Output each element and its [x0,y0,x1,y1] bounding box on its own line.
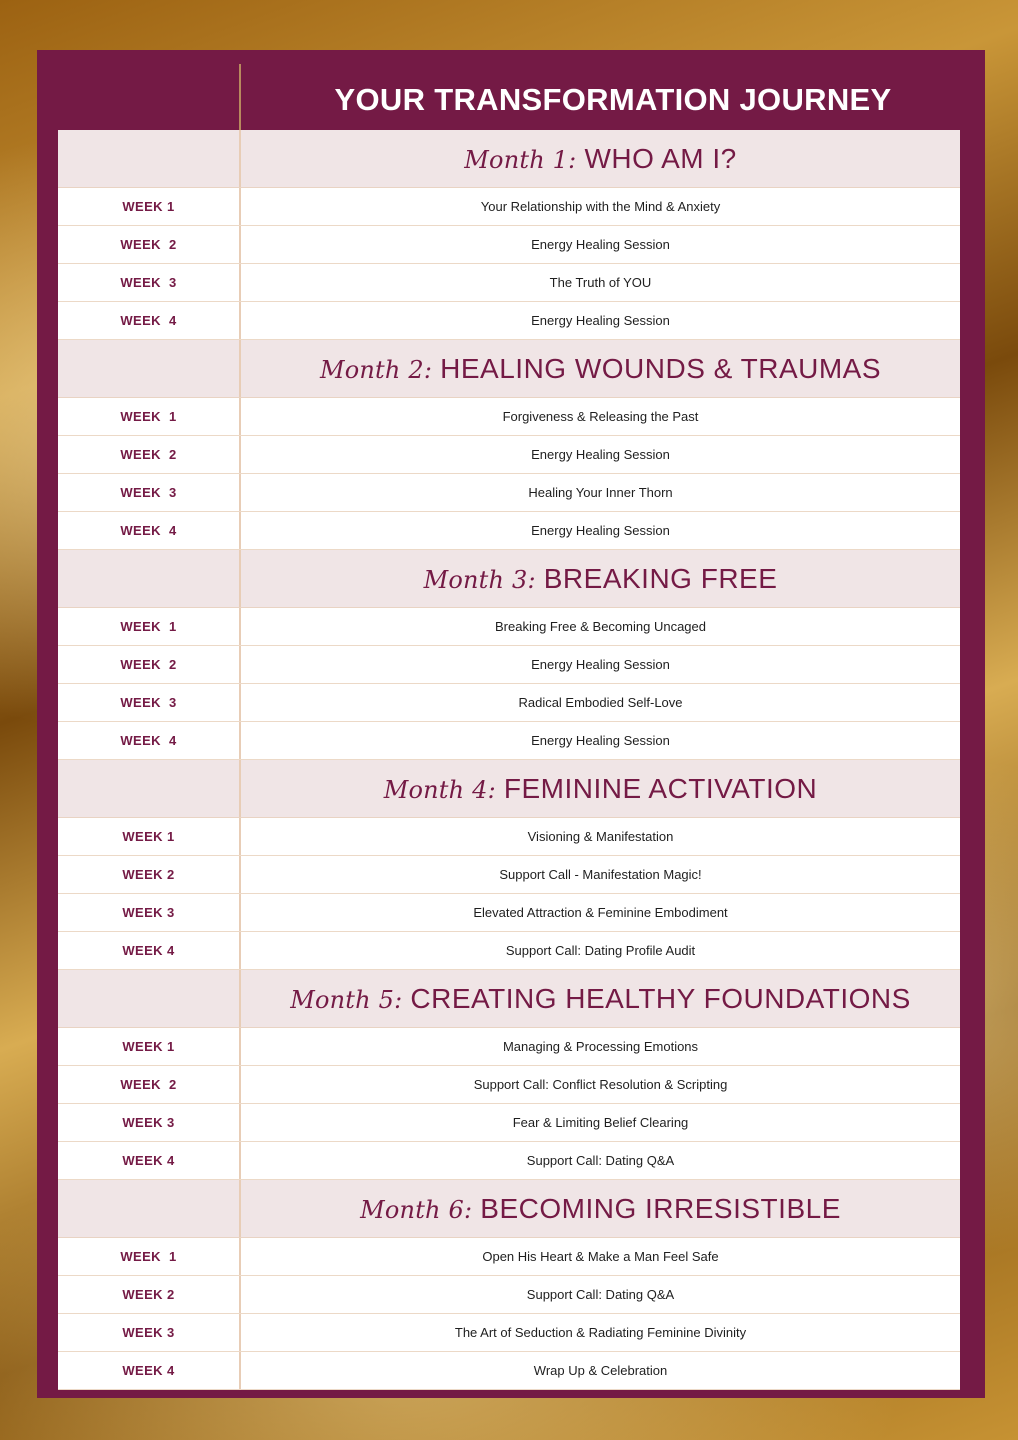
topic-cell [241,1352,960,1389]
month-header-4 [58,760,960,818]
session-topic: Fear & Limiting Belief Clearing [512,1115,689,1130]
topic-cell [241,684,960,721]
session-topic: Your Relationship with the Mind & Anxiety [480,199,721,214]
week-label: WEEK 4 [120,733,177,748]
week-label: WEEK 2 [120,1077,177,1092]
week-label: WEEK 2 [120,657,177,672]
month-header-blank [58,550,241,607]
week-cell [58,722,241,759]
month-title: FEMININE ACTIVATION [503,772,818,804]
week-label: WEEK 4 [120,313,177,328]
topic-cell [241,512,960,549]
week-cell [58,1276,241,1313]
topic-cell [241,608,960,645]
month-header-cell [241,970,960,1027]
session-topic: The Truth of YOU [549,275,652,290]
week-label: WEEK 2 [122,1287,175,1302]
table-row [58,1028,960,1066]
topic-cell [241,932,960,969]
topic-cell [241,1276,960,1313]
topic-cell [241,856,960,893]
topic-cell [241,818,960,855]
table-row [58,302,960,340]
month-label: Month 2: [319,355,433,384]
topic-cell [241,226,960,263]
month-header-3 [58,550,960,608]
month-header-cell [241,340,960,397]
week-cell [58,1028,241,1065]
table-row [58,1238,960,1276]
month-header-blank [58,130,241,187]
week-label: WEEK 3 [120,275,177,290]
week-label: WEEK 1 [122,199,175,214]
session-topic: Energy Healing Session [531,313,670,328]
table-row [58,646,960,684]
session-topic: Support Call: Dating Profile Audit [505,943,696,958]
topic-cell [241,188,960,225]
table-row [58,474,960,512]
page-title: YOUR TRANSFORMATION JOURNEY [334,82,892,117]
session-topic: Energy Healing Session [531,657,670,672]
topic-cell [241,398,960,435]
topic-cell [241,1066,960,1103]
session-topic: Managing & Processing Emotions [502,1039,699,1054]
table-row [58,1104,960,1142]
session-topic: Support Call: Dating Q&A [526,1153,675,1168]
week-cell [58,856,241,893]
week-label: WEEK 3 [122,1325,175,1340]
week-label: WEEK 2 [120,237,177,252]
week-label: WEEK 3 [120,485,177,500]
table-row [58,818,960,856]
topic-cell [241,1142,960,1179]
week-label: WEEK 1 [120,1249,177,1264]
week-cell [58,226,241,263]
table-row [58,436,960,474]
week-cell [58,932,241,969]
week-cell [58,1314,241,1351]
month-title: WHO AM I? [584,142,737,174]
session-topic: Healing Your Inner Thorn [528,485,673,500]
month-header-blank [58,970,241,1027]
table-row [58,722,960,760]
journey-panel [37,50,985,1398]
topic-cell [241,474,960,511]
month-heading [424,563,778,595]
topic-cell [241,1238,960,1275]
week-cell [58,188,241,225]
week-label: WEEK 1 [120,409,177,424]
week-label: WEEK 4 [122,1153,175,1168]
month-header-cell [241,760,960,817]
week-cell [58,894,241,931]
table-row [58,1314,960,1352]
week-cell [58,608,241,645]
week-cell [58,1352,241,1389]
journey-table [58,130,960,1378]
month-header-cell [241,130,960,187]
session-topic: Energy Healing Session [531,733,670,748]
table-row [58,894,960,932]
month-label: Month 4: [383,775,496,804]
month-label: Month 5: [290,985,403,1014]
session-topic: Visioning & Manifestation [527,829,674,844]
topic-cell [241,436,960,473]
month-title: BECOMING IRRESISTIBLE [480,1192,841,1224]
topic-cell [241,646,960,683]
table-row [58,856,960,894]
week-label: WEEK 1 [122,829,175,844]
month-label: Month 6: [360,1195,473,1224]
table-row [58,398,960,436]
week-cell [58,436,241,473]
week-cell [58,1104,241,1141]
month-heading [384,773,818,805]
month-header-blank [58,340,241,397]
table-row [58,226,960,264]
month-heading [320,353,881,385]
week-cell [58,512,241,549]
session-topic: Forgiveness & Releasing the Past [502,409,699,424]
month-heading [360,1193,841,1225]
table-row [58,188,960,226]
topic-cell [241,1104,960,1141]
week-label: WEEK 1 [122,1039,175,1054]
session-topic: Radical Embodied Self-Love [518,695,683,710]
session-topic: Energy Healing Session [531,523,670,538]
month-heading [290,983,911,1015]
week-cell [58,398,241,435]
table-row [58,1352,960,1390]
month-title: CREATING HEALTHY FOUNDATIONS [410,982,911,1014]
session-topic: Support Call: Conflict Resolution & Scripting [473,1077,728,1092]
topic-cell [241,1314,960,1351]
month-header-blank [58,760,241,817]
session-topic: Breaking Free & Becoming Uncaged [494,619,706,634]
week-cell [58,684,241,721]
session-topic: Energy Healing Session [531,447,670,462]
week-label: WEEK 2 [122,867,175,882]
topic-cell [241,894,960,931]
week-label: WEEK 3 [122,1115,175,1130]
week-label: WEEK 1 [120,619,177,634]
week-cell [58,1238,241,1275]
session-topic: The Art of Seduction & Radiating Feminine Divinity [454,1325,747,1340]
month-header-cell [241,1180,960,1237]
month-label: Month 1: [464,145,577,174]
month-heading [464,143,736,175]
table-row [58,932,960,970]
table-row [58,264,960,302]
topic-cell [241,264,960,301]
table-row [58,1142,960,1180]
topic-cell [241,722,960,759]
month-title: BREAKING FREE [543,562,778,594]
session-topic: Open His Heart & Make a Man Feel Safe [482,1249,719,1264]
session-topic: Wrap Up & Celebration [533,1363,668,1378]
month-header-blank [58,1180,241,1237]
week-cell [58,1142,241,1179]
week-cell [58,264,241,301]
month-header-6 [58,1180,960,1238]
week-label: WEEK 4 [122,943,175,958]
week-cell [58,818,241,855]
session-topic: Support Call: Dating Q&A [526,1287,675,1302]
month-label: Month 3: [423,565,536,594]
week-label: WEEK 2 [120,447,177,462]
topic-cell [241,1028,960,1065]
week-cell [58,1066,241,1103]
topic-cell [241,302,960,339]
table-row [58,1066,960,1104]
month-title: HEALING WOUNDS & TRAUMAS [440,352,882,384]
week-label: WEEK 4 [120,523,177,538]
month-header-cell [241,550,960,607]
table-row [58,684,960,722]
table-row [58,608,960,646]
session-topic: Energy Healing Session [531,237,670,252]
week-label: WEEK 3 [120,695,177,710]
week-cell [58,474,241,511]
table-row [58,512,960,550]
week-cell [58,646,241,683]
month-header-2 [58,340,960,398]
session-topic: Support Call - Manifestation Magic! [499,867,702,882]
session-topic: Elevated Attraction & Feminine Embodiment [473,905,728,920]
week-label: WEEK 4 [122,1363,175,1378]
table-row [58,1276,960,1314]
month-header-5 [58,970,960,1028]
week-cell [58,302,241,339]
week-label: WEEK 3 [122,905,175,920]
month-header-1 [58,130,960,188]
